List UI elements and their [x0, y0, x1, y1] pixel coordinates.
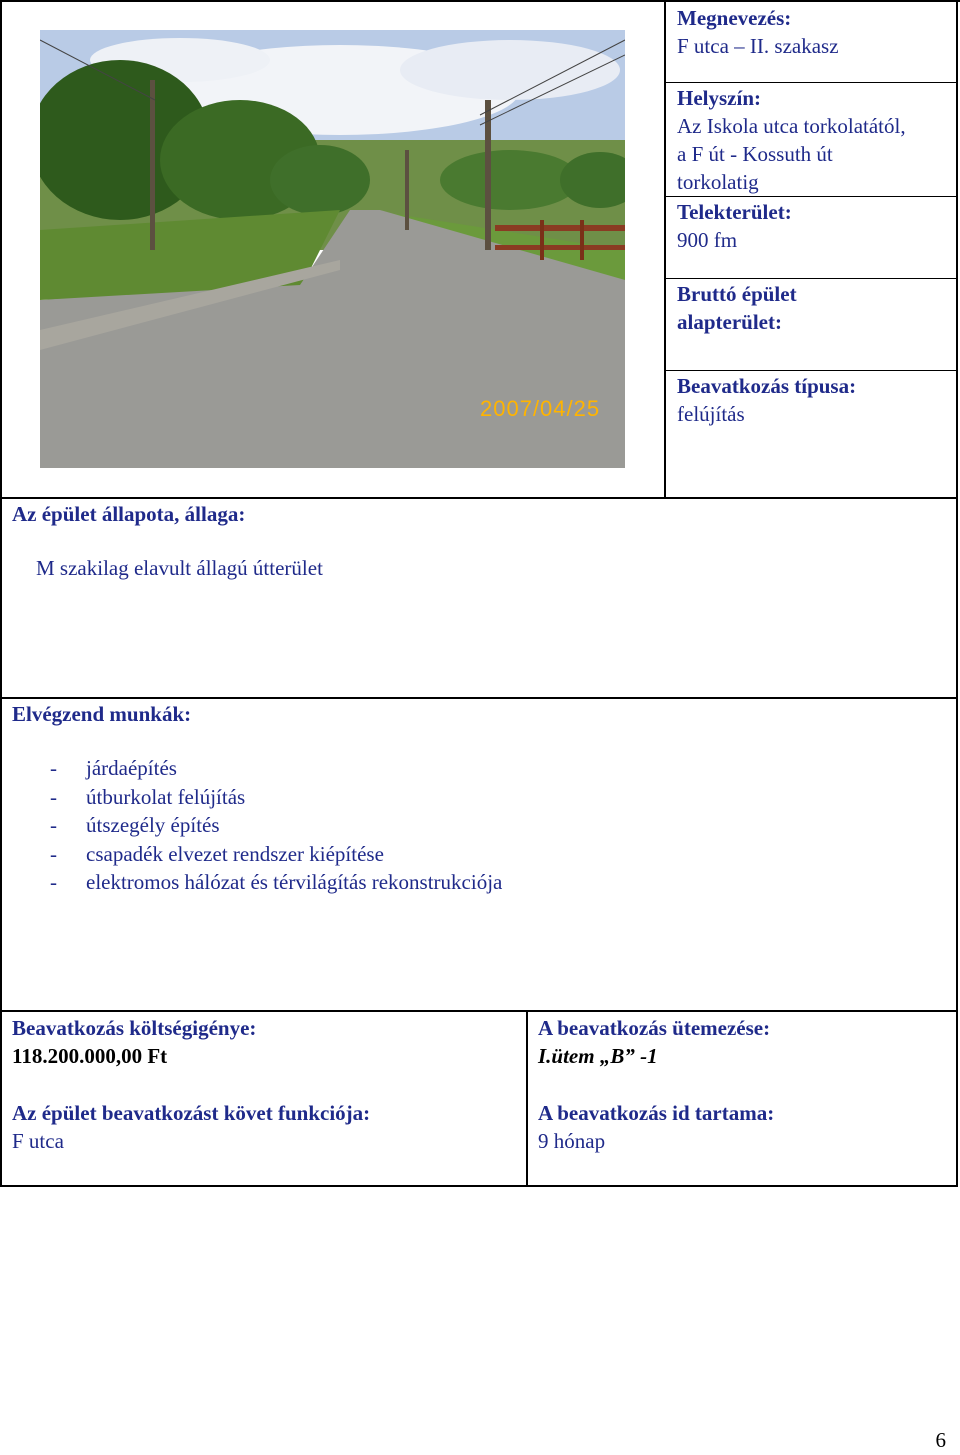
- list-item-text: útburkolat felújítás: [86, 784, 246, 809]
- list-item-text: útszegély építés: [86, 813, 220, 838]
- helyszin-line: torkolatig: [677, 170, 759, 194]
- list-item: - útburkolat felújítás: [50, 784, 246, 809]
- list-item: - útszegély építés: [50, 813, 220, 838]
- brutto-label: Bruttó épület: [677, 282, 797, 306]
- section-divider: [0, 1010, 958, 1012]
- photo-column-divider: [664, 0, 666, 499]
- list-item-text: elektromos hálózat és térvilágítás rekonstrukciója: [86, 870, 503, 895]
- allapot-label: Az épület állapota, állaga:: [12, 502, 246, 526]
- table-border-bottom: [0, 1185, 958, 1187]
- beavatkozas-tipusa-label: Beavatkozás típusa:: [677, 374, 857, 398]
- brutto-label: alapterület:: [677, 310, 782, 334]
- megnevezes-value: F utca – II. szakasz: [677, 34, 839, 58]
- idotartam-label: A beavatkozás id tartama:: [538, 1101, 775, 1125]
- section-divider: [0, 497, 958, 499]
- megnevezes-label: Megnevezés:: [677, 6, 792, 30]
- info-row-divider: [664, 82, 958, 83]
- list-item: - elektromos hálózat és térvilágítás rekonstrukciója: [50, 870, 503, 895]
- funkcio-value: F utca: [12, 1129, 64, 1153]
- idotartam-value: 9 hónap: [538, 1129, 606, 1153]
- utemezes-value: I.ütem „B” -1: [538, 1044, 658, 1068]
- munkak-label: Elvégzend munkák:: [12, 702, 192, 726]
- table-border-top: [0, 0, 960, 2]
- helyszin-line: Az Iskola utca torkolatától,: [677, 114, 906, 138]
- info-row-divider: [664, 370, 958, 371]
- list-item-text: járdaépítés: [86, 756, 177, 780]
- allapot-value: M szakilag elavult állagú útterület: [36, 556, 323, 580]
- koltseg-label: Beavatkozás költségigénye:: [12, 1016, 257, 1040]
- section-divider: [0, 697, 958, 699]
- koltseg-value: 118.200.000,00 Ft: [12, 1044, 168, 1068]
- table-border-left: [0, 0, 2, 1187]
- info-row-divider: [664, 196, 958, 197]
- table-border-right: [956, 0, 958, 1187]
- list-item: - járdaépítés: [50, 756, 177, 780]
- info-row-divider: [664, 278, 958, 279]
- funkcio-label: Az épület beavatkozást követ funkciója:: [12, 1101, 371, 1125]
- telekterulet-label: Telekterület:: [677, 200, 792, 224]
- munkak-list: [50, 754, 502, 897]
- utemezes-label: A beavatkozás ütemezése:: [538, 1016, 771, 1040]
- photo-date-stamp: 2007/04/25: [480, 396, 601, 421]
- helyszin-line: a F út - Kossuth út: [677, 142, 833, 166]
- list-item: - csapadék elvezet rendszer kiépítése: [50, 841, 384, 866]
- beavatkozas-tipusa-value: felújítás: [677, 402, 745, 426]
- list-item-text: csapadék elvezet rendszer kiépítése: [86, 841, 384, 866]
- road-photo: [40, 30, 625, 468]
- helyszin-label: Helyszín:: [677, 86, 761, 110]
- telekterulet-value: 900 fm: [677, 228, 738, 252]
- bottom-column-divider: [526, 1010, 528, 1187]
- page-number: 6: [935, 1428, 946, 1452]
